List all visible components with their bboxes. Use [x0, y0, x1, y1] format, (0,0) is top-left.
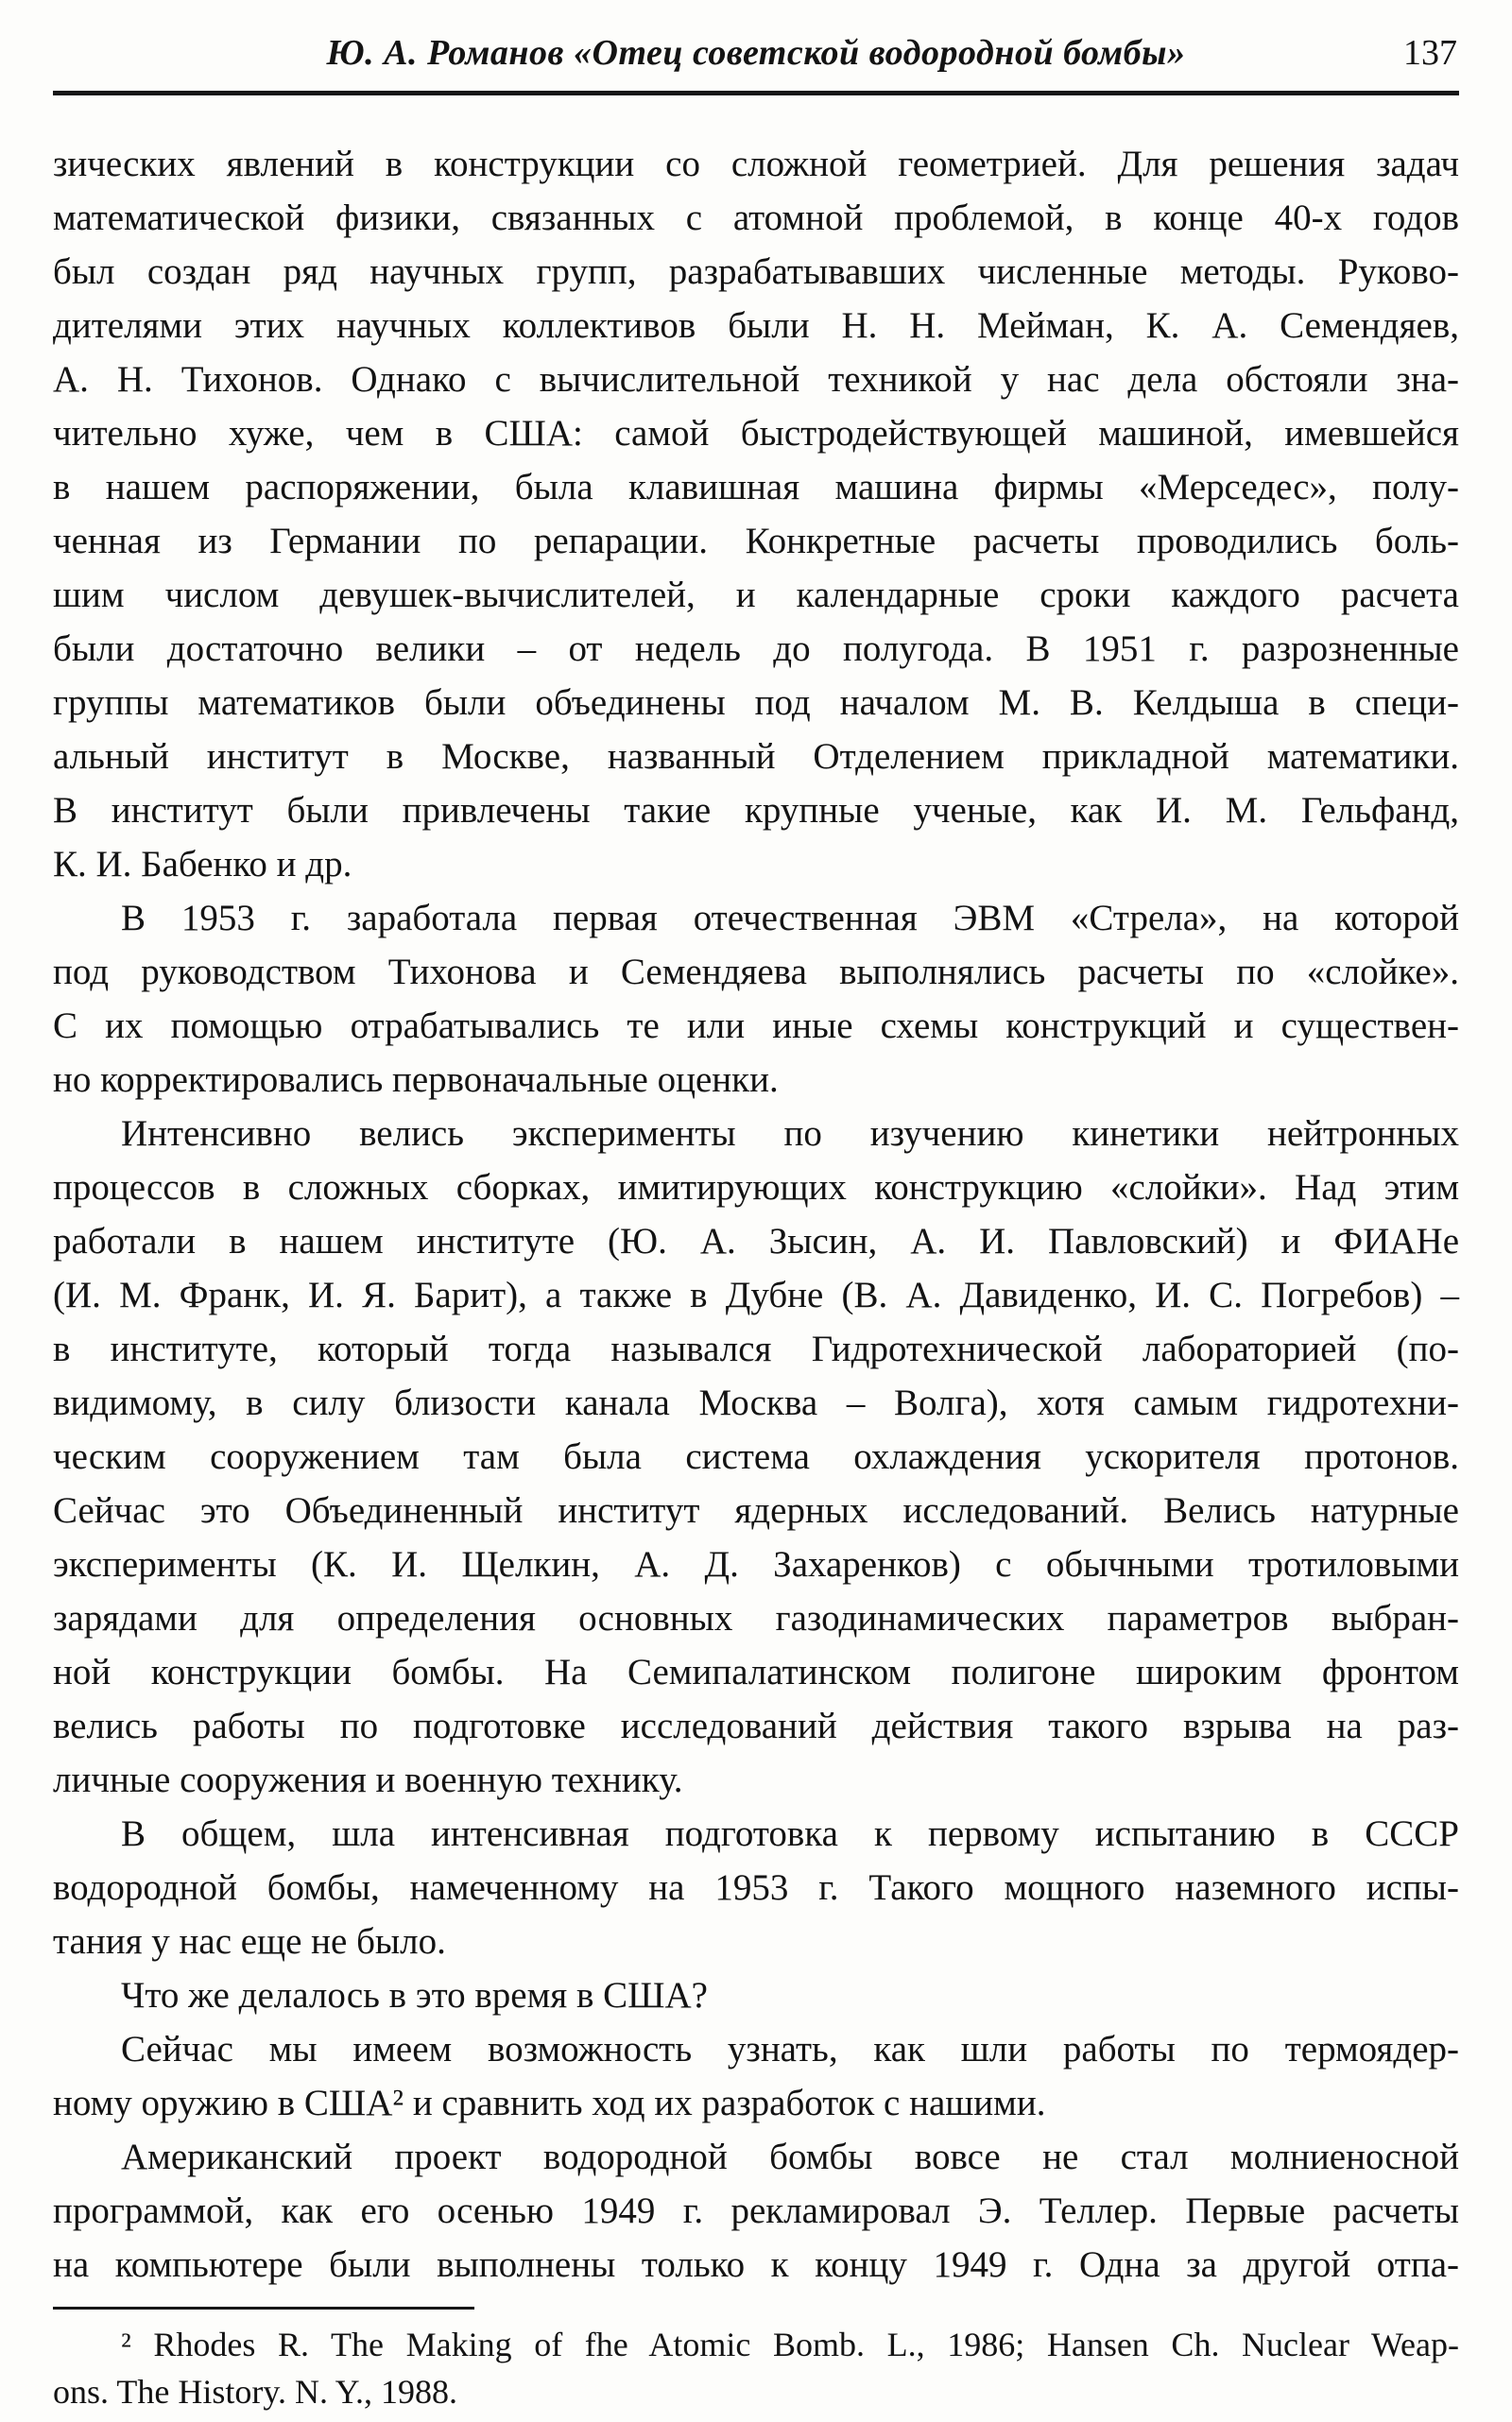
text-line: на компьютере были выполнены только к концу 1949 г. Одна за другой отпа-	[53, 2244, 1459, 2285]
text-line: А. Н. Тихонов. Однако с вычислительной техникой у нас дела обстояли зна-	[53, 359, 1459, 400]
text-line: математической физики, связанных с атомной проблемой, в конце 40-х годов	[53, 198, 1459, 238]
text-line: В 1953 г. заработала первая отечественная ЭВМ «Стрела», на которой	[121, 898, 1459, 938]
paragraph	[53, 1807, 1459, 1968]
footnote-text	[53, 2321, 1459, 2415]
text-line: В институт были привлечены такие крупные ученые, как И. М. Гельфанд,	[53, 790, 1459, 831]
body-text	[53, 137, 1459, 2292]
paragraph	[53, 891, 1459, 1107]
text-line: личные сооружения и военную технику.	[53, 1760, 683, 1800]
text-line: зарядами для определения основных газодинамических параметров выбран-	[53, 1598, 1459, 1639]
paragraph	[53, 1107, 1459, 1807]
paragraph	[53, 137, 1459, 891]
header-rule	[53, 91, 1459, 95]
page-number: 137	[1403, 33, 1457, 73]
text-line: Интенсивно велись эксперименты по изучению кинетики нейтронных	[121, 1113, 1459, 1154]
text-line: ons. The History. N. Y., 1988.	[53, 2373, 458, 2411]
text-line: был создан ряд научных групп, разрабатывавших численные методы. Руково-	[53, 251, 1459, 292]
footnote-rule	[53, 2307, 474, 2310]
text-line: альный институт в Москве, названный Отделением прикладной математики.	[53, 736, 1459, 777]
text-line: ченная из Германии по репарации. Конкретные расчеты проводились боль-	[53, 521, 1459, 561]
text-line: Американский проект водородной бомбы вовсе не стал молниеносной	[121, 2137, 1459, 2177]
running-header	[53, 28, 1459, 81]
text-line: К. И. Бабенко и др.	[53, 844, 352, 885]
text-line: но корректировались первоначальные оценки.	[53, 1059, 779, 1100]
text-line: в нашем распоряжении, была клавишная машина фирмы «Мерседес», полу-	[53, 467, 1459, 507]
paragraph	[53, 1968, 1459, 2022]
text-line: дителями этих научных коллективов были Н. Н. Мейман, К. А. Семендяев,	[53, 305, 1459, 346]
text-line: процессов в сложных сборках, имитирующих конструкцию «слойки». Над этим	[53, 1167, 1459, 1208]
paragraph	[53, 2321, 1459, 2415]
text-line: шим числом девушек-вычислителей, и календарные сроки каждого расчета	[53, 575, 1459, 615]
text-line: ² Rhodes R. The Making of fhe Atomic Bomb. L., 1986; Hansen Ch. Nuclear Weap-	[121, 2326, 1459, 2363]
text-line: Сейчас это Объединенный институт ядерных исследований. Велись натурные	[53, 1490, 1459, 1531]
text-line: (И. М. Франк, И. Я. Барит), а также в Дубне (В. А. Давиденко, И. С. Погребов) –	[53, 1275, 1459, 1315]
text-line: Сейчас мы имеем возможность узнать, как шли работы по термоядер-	[121, 2029, 1459, 2070]
text-line: эксперименты (К. И. Щелкин, А. Д. Захаренков) с обычными тротиловыми	[53, 1544, 1459, 1585]
text-line: чительно хуже, чем в США: самой быстродействующей машиной, имевшейся	[53, 413, 1459, 454]
text-line: В общем, шла интенсивная подготовка к первому испытанию в СССР	[121, 1813, 1459, 1854]
paragraph	[53, 2130, 1459, 2292]
text-line: Что же делалось в это время в США?	[121, 1975, 708, 2016]
text-line: работали в нашем институте (Ю. А. Зысин, А. И. Павловский) и ФИАНе	[53, 1221, 1459, 1262]
text-line: ческим сооружением там была система охлаждения ускорителя протонов.	[53, 1436, 1459, 1477]
text-line: водородной бомбы, намеченному на 1953 г. Такого мощного наземного испы-	[53, 1867, 1459, 1908]
text-line: в институте, который тогда назывался Гидротехнической лабораторией (по-	[53, 1329, 1459, 1369]
text-line: тания у нас еще не было.	[53, 1921, 446, 1962]
text-line: под руководством Тихонова и Семендяева выполнялись расчеты по «слойке».	[53, 952, 1459, 992]
text-line: С их помощью отрабатывались те или иные схемы конструкций и существен-	[53, 1005, 1459, 1046]
text-line: программой, как его осенью 1949 г. рекламировал Э. Теллер. Первые расчеты	[53, 2190, 1459, 2231]
paragraph	[53, 2022, 1459, 2130]
text-line: велись работы по подготовке исследований действия такого взрыва на раз-	[53, 1706, 1459, 1746]
text-line: видимому, в силу близости канала Москва – Волга), хотя самым гидротехни-	[53, 1383, 1459, 1423]
text-line: ному оружию в США² и сравнить ход их разработок с нашими.	[53, 2083, 1046, 2123]
text-line: группы математиков были объединены под началом М. В. Келдыша в специ-	[53, 682, 1459, 723]
text-line: были достаточно велики – от недель до полугода. В 1951 г. разрозненные	[53, 628, 1459, 669]
header-title: Ю. А. Романов «Отец советской водородной бомбы»	[326, 33, 1186, 73]
text-line: ной конструкции бомбы. На Семипалатинском полигоне широким фронтом	[53, 1652, 1459, 1692]
text-line: зических явлений в конструкции со сложной геометрией. Для решения задач	[53, 144, 1459, 184]
